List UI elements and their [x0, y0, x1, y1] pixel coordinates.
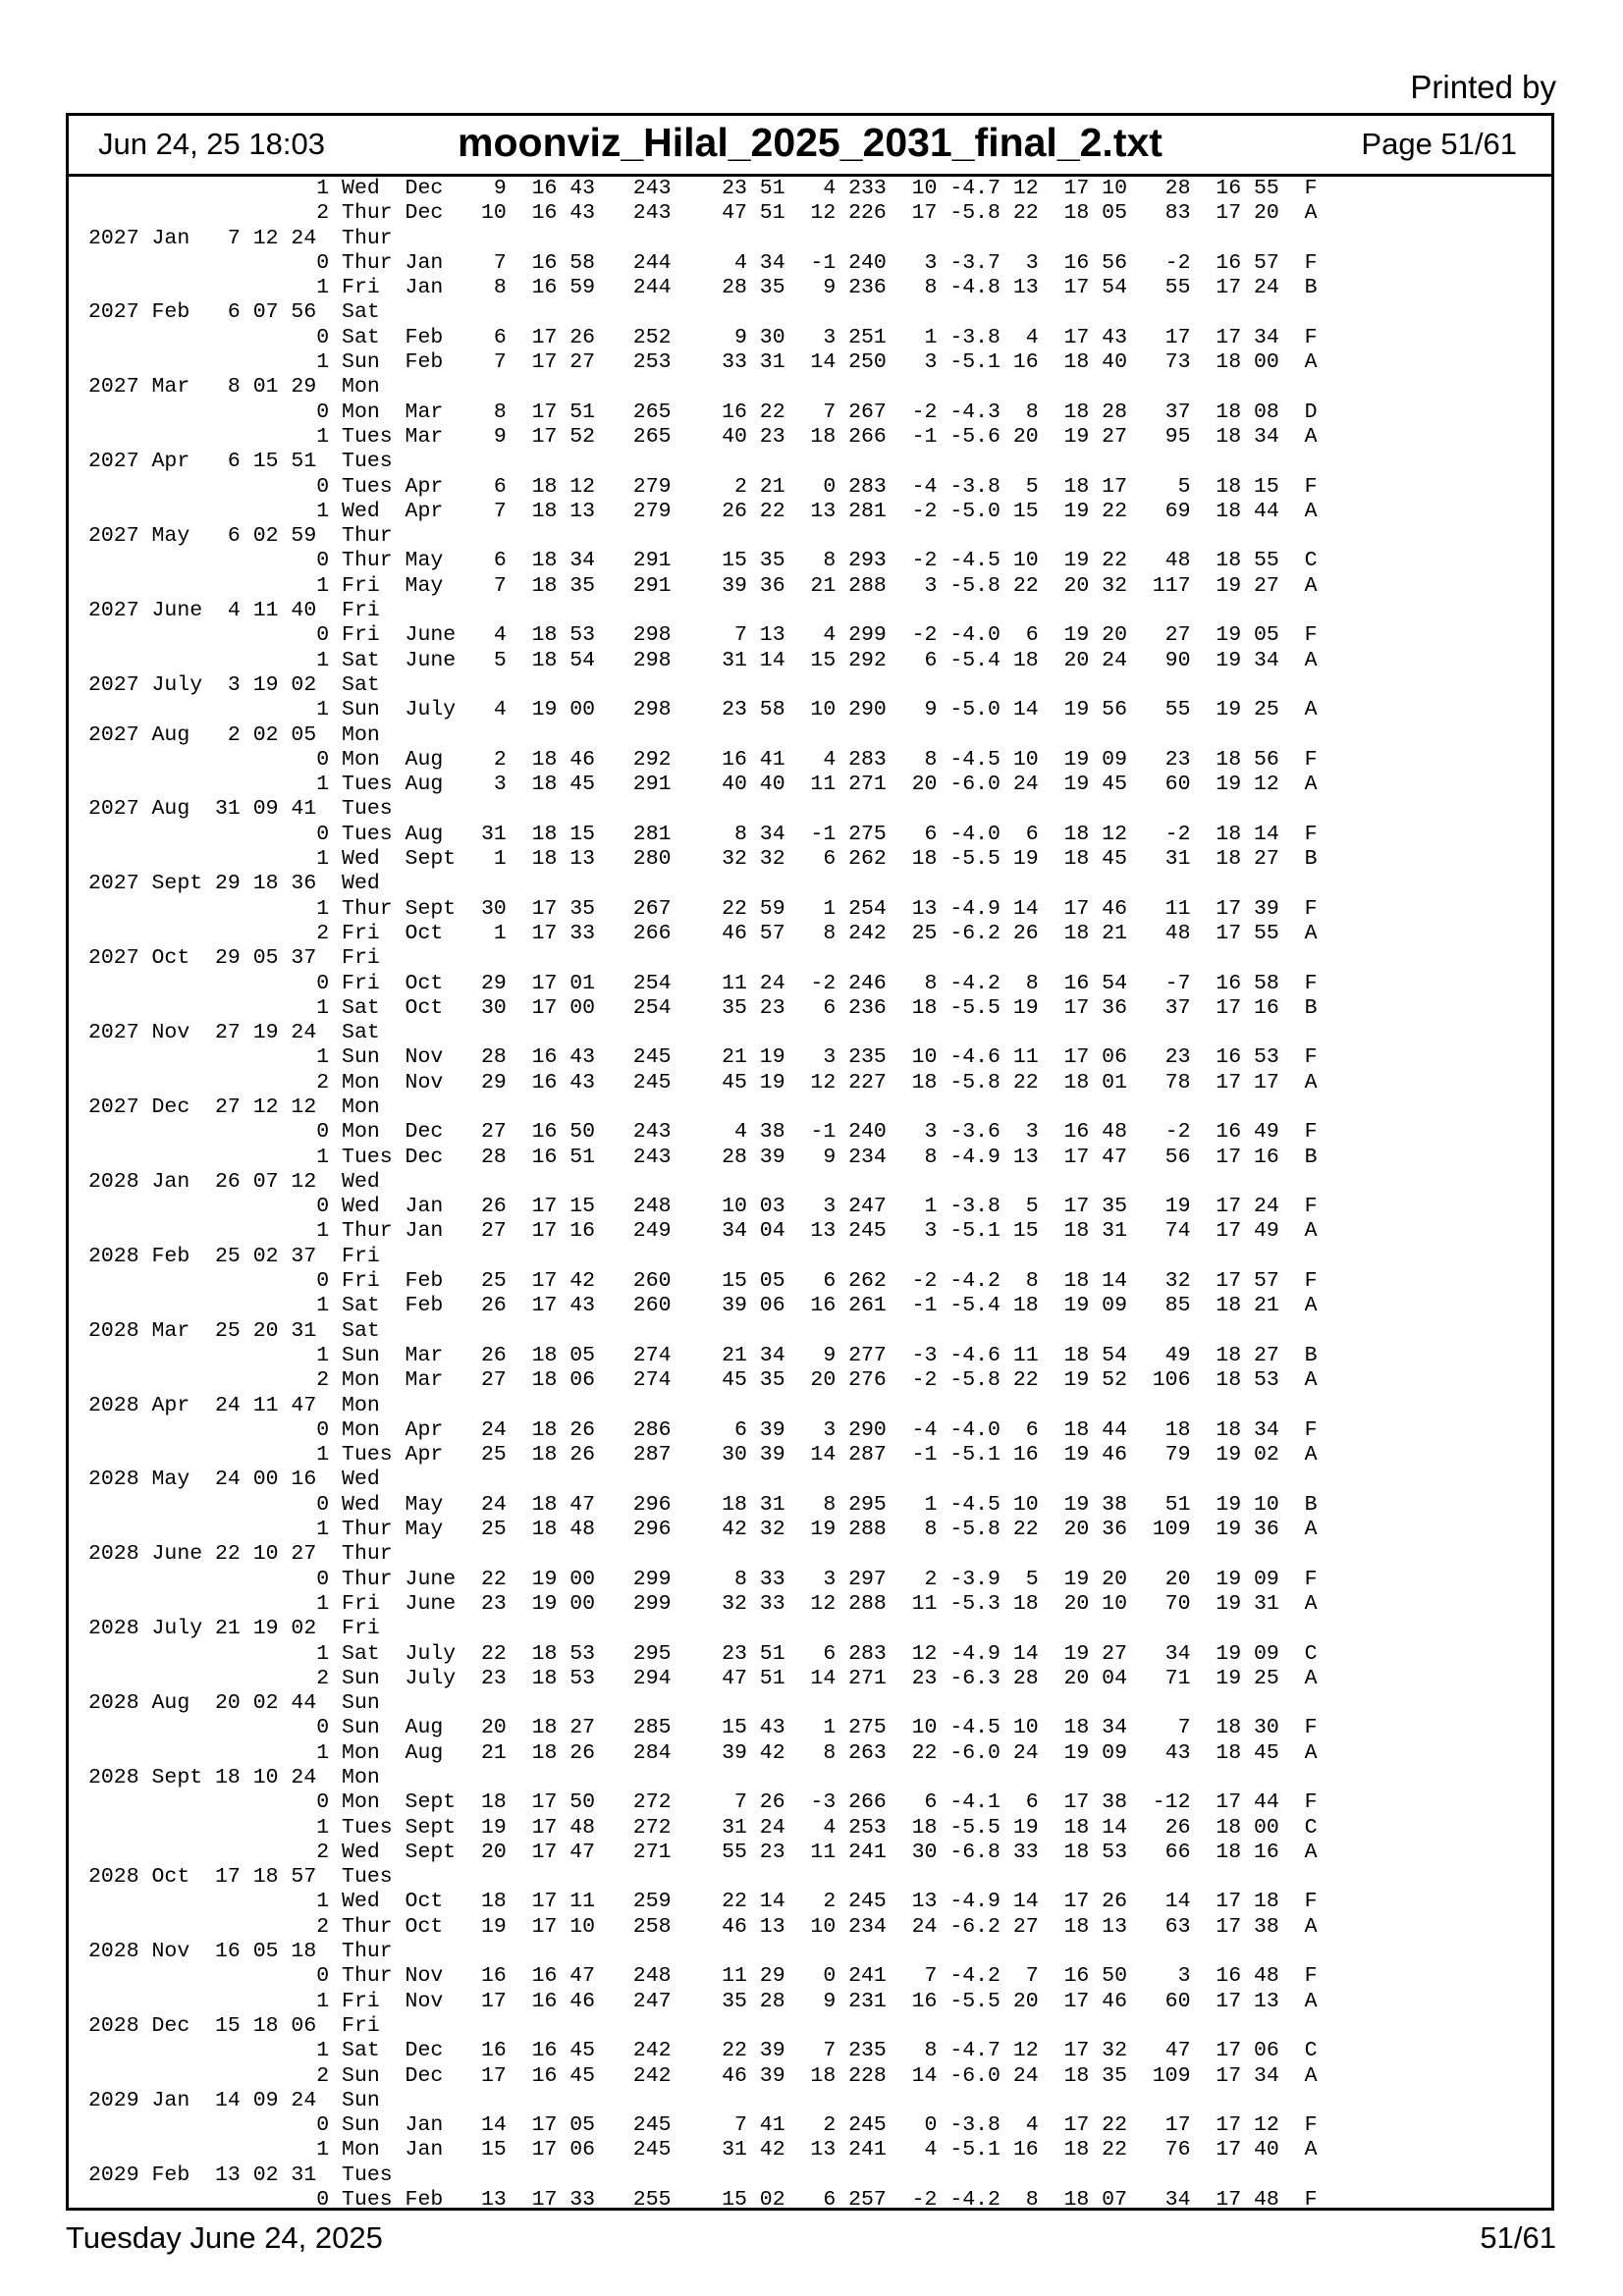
listing-line: 0 Wed Jan 26 17 15 248 10 03 3 247 1 -3.8 5 17 35 19 17 24 F [88, 1195, 1318, 1219]
listing-line: 2028 Apr 24 11 47 Mon [88, 1393, 380, 1417]
listing-line: 2027 June 4 11 40 Fri [88, 599, 380, 623]
listing-line: 1 Fri Nov 17 16 46 247 35 28 9 231 16 -5.5 20 17 46 60 17 13 A [88, 1989, 1318, 2013]
listing-line: 0 Thur June 22 19 00 299 8 33 3 297 2 -3.9 5 19 20 20 19 09 F [88, 1567, 1318, 1591]
listing-line: 2028 Feb 25 02 37 Fri [88, 1244, 380, 1268]
listing-line: 0 Sun Aug 20 18 27 285 15 43 1 275 10 -4.5 10 18 34 7 18 30 F [88, 1716, 1318, 1740]
listing-line: 0 Tues Apr 6 18 12 279 2 21 0 283 -4 -3.8 5 18 17 5 18 15 F [88, 474, 1318, 499]
listing-line: 2027 Oct 29 05 37 Fri [88, 946, 380, 971]
listing-line: 0 Mon Dec 27 16 50 243 4 38 -1 240 3 -3.6 3 16 48 -2 16 49 F [88, 1120, 1318, 1145]
listing-line: 2028 May 24 00 16 Wed [88, 1468, 380, 1492]
listing-line: 1 Mon Jan 15 17 06 245 31 42 13 241 4 -5.1 16 18 22 76 17 40 A [88, 2138, 1318, 2163]
listing-line: 1 Tues Dec 28 16 51 243 28 39 9 234 8 -4.9 13 17 47 56 17 16 B [88, 1145, 1318, 1169]
listing-line: 1 Tues Apr 25 18 26 287 30 39 14 287 -1 -5.1 16 19 46 79 19 02 A [88, 1443, 1318, 1468]
listing-line: 1 Sun Feb 7 17 27 253 33 31 14 250 3 -5.1 16 18 40 73 18 00 A [88, 350, 1318, 375]
listing-line: 2027 May 6 02 59 Thur [88, 524, 393, 549]
listing-line: 2 Mon Mar 27 18 06 274 45 35 20 276 -2 -5.8 22 19 52 106 18 53 A [88, 1368, 1318, 1393]
listing-line: 1 Wed Sept 1 18 13 280 32 32 6 262 18 -5.5 19 18 45 31 18 27 B [88, 847, 1318, 872]
listing-line: 2028 Sept 18 10 24 Mon [88, 1766, 380, 1789]
listing-line: 1 Sat Feb 26 17 43 260 39 06 16 261 -1 -5.4 18 19 09 85 18 21 A [88, 1294, 1318, 1318]
listing-line: 2027 Aug 31 09 41 Tues [88, 797, 393, 822]
listing-line: 1 Sat Dec 16 16 45 242 22 39 7 235 8 -4.7 12 17 32 47 17 06 C [88, 2039, 1318, 2063]
listing-line: 0 Fri Feb 25 17 42 260 15 05 6 262 -2 -4.2 8 18 14 32 17 57 F [88, 1269, 1318, 1294]
listing-line: 2 Thur Oct 19 17 10 258 46 13 10 234 24 -6.2 27 18 13 63 17 38 A [88, 1914, 1318, 1939]
listing-line: 0 Sun Jan 14 17 05 245 7 41 2 245 0 -3.8 4 17 22 17 17 12 F [88, 2113, 1318, 2138]
listing-line: 2 Thur Dec 10 16 43 243 47 51 12 226 17 -5.8 22 18 05 83 17 20 A [88, 201, 1318, 226]
listing-line: 2028 Nov 16 05 18 Thur [88, 1940, 393, 1964]
listing-line: 2029 Jan 14 09 24 Sun [88, 2088, 380, 2112]
listing-line: 1 Sat June 5 18 54 298 31 14 15 292 6 -5.4 18 20 24 90 19 34 A [88, 648, 1318, 672]
listing-line: 2027 Apr 6 15 51 Tues [88, 450, 393, 474]
listing-line: 1 Wed Dec 9 16 43 243 23 51 4 233 10 -4.7 12 17 10 28 16 55 F [88, 177, 1318, 200]
listing-line: 2027 Aug 2 02 05 Mon [88, 722, 380, 747]
listing-line: 2 Wed Sept 20 17 47 271 55 23 11 241 30 -6.8 33 18 53 66 18 16 A [88, 1840, 1318, 1864]
listing-line: 0 Mon Sept 18 17 50 272 7 26 -3 266 6 -4.1 6 17 38 -12 17 44 F [88, 1790, 1318, 1815]
listing-line: 0 Tues Aug 31 18 15 281 8 34 -1 275 6 -4.0 6 18 12 -2 18 14 F [88, 822, 1318, 846]
text-listing [88, 177, 1318, 2213]
listing-line: 1 Fri May 7 18 35 291 39 36 21 288 3 -5.8 22 20 32 117 19 27 A [88, 573, 1318, 598]
listing-line: 1 Wed Oct 18 17 11 259 22 14 2 245 13 -4.9 14 17 26 14 17 18 F [88, 1890, 1318, 1914]
listing-line: 2 Mon Nov 29 16 43 245 45 19 12 227 18 -5.8 22 18 01 78 17 17 A [88, 1070, 1318, 1095]
listing-line: 2028 Mar 25 20 31 Sat [88, 1318, 380, 1343]
listing-line: 1 Fri Jan 8 16 59 244 28 35 9 236 8 -4.8 13 17 54 55 17 24 B [88, 276, 1318, 300]
listing-line: 2027 Nov 27 19 24 Sat [88, 1021, 380, 1045]
listing-line: 0 Fri June 4 18 53 298 7 13 4 299 -2 -4.0 6 19 20 27 19 05 F [88, 623, 1318, 648]
listing-line: 1 Sat July 22 18 53 295 23 51 6 283 12 -4.9 14 19 27 34 19 09 C [88, 1641, 1318, 1666]
listing-line: 1 Tues Mar 9 17 52 265 40 23 18 266 -1 -5.6 20 19 27 95 18 34 A [88, 424, 1318, 449]
footer-date: Tuesday June 24, 2025 [66, 2220, 383, 2255]
listing-line: 1 Sun July 4 19 00 298 23 58 10 290 9 -5.0 14 19 56 55 19 25 A [88, 698, 1318, 722]
listing-line: 0 Mon Aug 2 18 46 292 16 41 4 283 8 -4.5 10 19 09 23 18 56 F [88, 747, 1318, 772]
listing-line: 0 Thur Nov 16 16 47 248 11 29 0 241 7 -4.2 7 16 50 3 16 48 F [88, 1964, 1318, 1989]
listing-line: 2027 July 3 19 02 Sat [88, 672, 380, 697]
header-date: Jun 24, 25 18:03 [98, 127, 325, 161]
listing-line: 2028 Jan 26 07 12 Wed [88, 1169, 380, 1194]
header-page-number: Page 51/61 [1361, 127, 1517, 161]
listing-line: 2028 Oct 17 18 57 Tues [88, 1865, 393, 1890]
page-frame [66, 113, 1554, 2211]
listing-line: 1 Thur May 25 18 48 296 42 32 19 288 8 -5.8 22 20 36 109 19 36 A [88, 1518, 1318, 1542]
listing-line: 0 Mon Apr 24 18 26 286 6 39 3 290 -4 -4.0 6 18 44 18 18 34 F [88, 1417, 1318, 1442]
listing-line: 2028 Dec 15 18 06 Fri [88, 2013, 380, 2038]
listing-line: 2027 Feb 6 07 56 Sat [88, 300, 380, 325]
listing-line: 1 Mon Aug 21 18 26 284 39 42 8 263 22 -6.0 24 19 09 43 18 45 A [88, 1740, 1318, 1765]
header-filename: moonviz_Hilal_2025_2031_final_2.txt [458, 120, 1163, 165]
footer-page-count: 51/61 [1480, 2220, 1556, 2255]
listing-line: 0 Sat Feb 6 17 26 252 9 30 3 251 1 -3.8 4 17 43 17 17 34 F [88, 325, 1318, 349]
listing-line: 0 Wed May 24 18 47 296 18 31 8 295 1 -4.5 10 19 38 51 19 10 B [88, 1492, 1318, 1517]
listing-line: 1 Thur Jan 27 17 16 249 34 04 13 245 3 -5.1 15 18 31 74 17 49 A [88, 1219, 1318, 1244]
listing-line: 2028 July 21 19 02 Fri [88, 1617, 380, 1641]
listing-line: 1 Wed Apr 7 18 13 279 26 22 13 281 -2 -5.0 15 19 22 69 18 44 A [88, 499, 1318, 523]
listing-line: 2 Sun Dec 17 16 45 242 46 39 18 228 14 -6.0 24 18 35 109 17 34 A [88, 2063, 1318, 2088]
listing-line: 2027 Dec 27 12 12 Mon [88, 1095, 380, 1119]
listing-line: 0 Fri Oct 29 17 01 254 11 24 -2 246 8 -4.2 8 16 54 -7 16 58 F [88, 971, 1318, 995]
listing-line: 1 Sat Oct 30 17 00 254 35 23 6 236 18 -5.5 19 17 36 37 17 16 B [88, 995, 1318, 1020]
listing-line: 1 Thur Sept 30 17 35 267 22 59 1 254 13 -4.9 14 17 46 11 17 39 F [88, 896, 1318, 921]
listing-line: 2027 Sept 29 18 36 Wed [88, 872, 380, 896]
printed-by-label: Printed by [1410, 69, 1556, 105]
listing-line: 0 Thur Jan 7 16 58 244 4 34 -1 240 3 -3.7 3 16 56 -2 16 57 F [88, 250, 1318, 275]
listing-line: 1 Sun Nov 28 16 43 245 21 19 3 235 10 -4.6 11 17 06 23 16 53 F [88, 1045, 1318, 1070]
listing-line: 2027 Jan 7 12 24 Thur [88, 226, 393, 250]
listing-line: 1 Tues Sept 19 17 48 272 31 24 4 253 18 -5.5 19 18 14 26 18 00 C [88, 1815, 1318, 1840]
listing-line: 0 Thur May 6 18 34 291 15 35 8 293 -2 -4.5 10 19 22 48 18 55 C [88, 549, 1318, 573]
listing-line: 2029 Feb 13 02 31 Tues [88, 2163, 393, 2187]
page-header [69, 116, 1551, 177]
listing-line: 1 Fri June 23 19 00 299 32 33 12 288 11 -5.3 18 20 10 70 19 31 A [88, 1591, 1318, 1616]
listing-line: 2 Sun July 23 18 53 294 47 51 14 271 23 -6.3 28 20 04 71 19 25 A [88, 1666, 1318, 1690]
listing-line: 2028 Aug 20 02 44 Sun [88, 1691, 380, 1716]
listing-line: 2027 Mar 8 01 29 Mon [88, 375, 380, 400]
listing-line: 2028 June 22 10 27 Thur [88, 1542, 393, 1567]
listing-line: 2 Fri Oct 1 17 33 266 46 57 8 242 25 -6.2 26 18 21 48 17 55 A [88, 921, 1318, 945]
listing-line: 1 Tues Aug 3 18 45 291 40 40 11 271 20 -6.0 24 19 45 60 19 12 A [88, 773, 1318, 797]
listing-line: 0 Mon Mar 8 17 51 265 16 22 7 267 -2 -4.3 8 18 28 37 18 08 D [88, 400, 1318, 424]
listing-line: 0 Tues Feb 13 17 33 255 15 02 6 257 -2 -4.2 8 18 07 34 17 48 F [88, 2188, 1318, 2213]
listing-line: 1 Sun Mar 26 18 05 274 21 34 9 277 -3 -4.6 11 18 54 49 18 27 B [88, 1343, 1318, 1367]
